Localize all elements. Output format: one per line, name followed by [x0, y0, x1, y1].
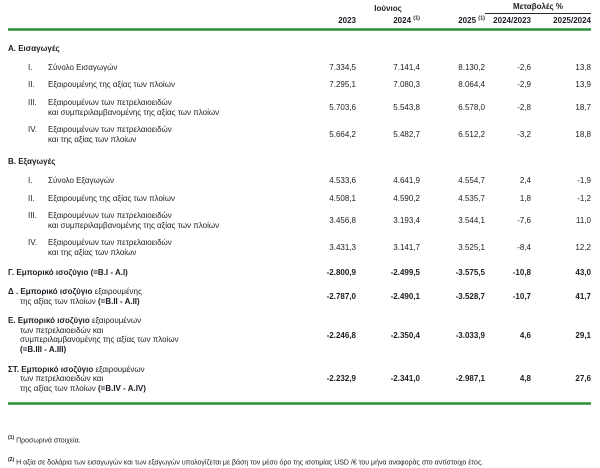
value-cell: -2.246,8: [326, 330, 356, 340]
label-segment: (=B.II - A.II): [97, 296, 140, 306]
footnote-ref-icon: (1): [8, 435, 15, 442]
label-segment: εξαιρουμένης: [94, 287, 142, 297]
value-cell: -2.350,4: [390, 330, 420, 340]
label-line: [48, 221, 294, 231]
label-segment: Εξαιρουμένης της αξίας των πλοίων: [48, 80, 175, 90]
label-segment: (=B.IV - A.IV): [97, 383, 146, 393]
header-col-2025: [420, 16, 485, 26]
value-cell: 7.141,4: [393, 62, 420, 72]
value-cell: -2.341,0: [390, 374, 420, 384]
label-line: [8, 365, 294, 375]
label-segment: (=B.III - A.III): [20, 345, 67, 355]
row-label-lines: [48, 194, 294, 204]
label-segment: των πετρελαιοειδών και: [20, 325, 104, 335]
footnote-text: Προσωρινά στοιχεία.: [14, 437, 81, 445]
value-cell: 4.533,6: [329, 175, 356, 185]
header-month-label: Ιούνιος: [374, 4, 402, 13]
table-row: [8, 194, 591, 204]
label-line: [48, 194, 294, 204]
table-row: [8, 211, 591, 230]
row-numeral: III.: [28, 211, 37, 221]
label-line: [8, 345, 294, 355]
value-cell: 13,8: [575, 62, 591, 72]
header-changes-label: Μεταβολές %: [485, 2, 591, 14]
row-label-lines: [48, 211, 294, 230]
value-cell: 5.703,6: [329, 102, 356, 112]
value-cell: -3,2: [517, 129, 531, 139]
row-label-lines: [48, 80, 294, 90]
label-segment: Εξαιρουμένων των πετρελαιοειδών: [48, 125, 172, 135]
value-cell: 8.064,4: [458, 80, 485, 90]
label-segment: των πετρελαιοειδών και: [20, 374, 104, 384]
row-label-lines: [8, 44, 591, 54]
value-cell: -2,8: [517, 102, 531, 112]
value-cell: 18,8: [575, 129, 591, 139]
table-body: [8, 44, 591, 393]
table-row: [8, 238, 591, 257]
row-label-lines: [8, 287, 294, 306]
value-cell: 18,7: [575, 102, 591, 112]
value-cell: 7.295,1: [329, 80, 356, 90]
row-label: [8, 125, 294, 144]
table-row: [8, 125, 591, 144]
row-numeral: II.: [28, 193, 35, 203]
value-cell: 6.512,2: [458, 129, 485, 139]
table-row: [8, 80, 591, 90]
footnote-ref-icon: (1): [478, 14, 485, 21]
value-cell: 6.578,0: [458, 102, 485, 112]
header-col-change1: 2024/2023: [493, 15, 531, 25]
value-cell: -2,9: [517, 80, 531, 90]
value-cell: 29,1: [575, 330, 591, 340]
row-label-lines: [8, 316, 294, 354]
row-numeral: IV.: [28, 238, 38, 248]
label-segment: Σύνολο Εξαγωγών: [48, 175, 114, 185]
value-cell: 3.431,3: [329, 243, 356, 253]
row-numeral: II.: [28, 80, 35, 90]
value-cell: -8,4: [517, 243, 531, 253]
table-row: [8, 63, 591, 73]
row-label: [8, 268, 294, 278]
row-label-lines: [48, 98, 294, 117]
label-segment: Εξαιρουμένων των πετρελαιοειδών: [48, 211, 172, 221]
row-label: [8, 194, 294, 204]
header-row-1: [8, 2, 591, 14]
value-cell: 4.508,1: [329, 193, 356, 203]
label-line: [48, 211, 294, 221]
footnote: [8, 457, 591, 468]
table-row: [8, 316, 591, 354]
value-cell: -2.787,0: [326, 291, 356, 301]
value-cell: 5.664,2: [329, 129, 356, 139]
value-cell: 3.193,4: [393, 215, 420, 225]
value-cell: -2.232,9: [326, 374, 356, 384]
label-segment: εξαιρουμένων: [95, 364, 145, 374]
label-segment: και της αξίας των πλοίων: [48, 134, 137, 144]
value-cell: 2,4: [519, 175, 531, 185]
row-label-lines: [48, 238, 294, 257]
value-cell: 5.482,7: [393, 129, 420, 139]
value-cell: -2.800,9: [326, 267, 356, 277]
header-row-2: [8, 16, 591, 26]
label-segment: Σύνολο Εισαγωγών: [48, 62, 118, 72]
table-header: [8, 2, 591, 31]
label-line: [48, 108, 294, 118]
row-label: [8, 365, 294, 394]
label-line: [8, 326, 294, 336]
header-rule: [8, 28, 591, 31]
value-cell: -7,6: [517, 215, 531, 225]
value-cell: -3.575,5: [455, 267, 485, 277]
value-cell: 1,8: [519, 193, 531, 203]
row-label-lines: [48, 63, 294, 73]
value-cell: 3.525,1: [458, 243, 485, 253]
value-cell: 4,8: [519, 374, 531, 384]
label-line: [8, 157, 591, 167]
value-cell: -1,2: [577, 193, 591, 203]
label-segment: και συμπεριλαμβανομένης της αξίας των πλοίων: [48, 107, 220, 117]
value-cell: 4.641,9: [393, 175, 420, 185]
table-row: [8, 365, 591, 394]
label-segment: ΣΤ. Εμπορικό ισοζύγιο: [8, 364, 96, 374]
year-label: 2025: [458, 15, 477, 25]
row-label: [8, 80, 294, 90]
value-cell: -2.490,1: [390, 291, 420, 301]
value-cell: -10,7: [512, 291, 531, 301]
label-line: [48, 176, 294, 186]
value-cell: 3.544,1: [458, 215, 485, 225]
label-segment: Α. Εισαγωγές: [8, 44, 60, 54]
value-cell: 41,7: [575, 291, 591, 301]
label-line: [8, 374, 294, 384]
label-segment: Ε. Εμπορικό ισοζύγιο: [8, 316, 92, 326]
row-label-lines: [8, 157, 591, 167]
row-label-lines: [48, 125, 294, 144]
label-line: [8, 268, 294, 278]
label-segment: Γ. Εμπορικό ισοζύγιο (=B.I - A.I): [8, 267, 128, 277]
label-segment: και της αξίας των πλοίων: [48, 247, 137, 257]
label-line: [48, 125, 294, 135]
label-segment: εξαιρουμένων: [91, 316, 142, 326]
row-numeral: I.: [28, 62, 33, 72]
table-row: [8, 287, 591, 306]
value-cell: -2.499,5: [390, 267, 420, 277]
row-numeral: IV.: [28, 125, 38, 135]
row-label: [8, 238, 294, 257]
label-segment: Εξαιρουμένης της αξίας των πλοίων: [48, 193, 175, 203]
label-line: [48, 248, 294, 258]
value-cell: 13,9: [575, 80, 591, 90]
value-cell: 4.554,7: [458, 175, 485, 185]
label-line: [48, 238, 294, 248]
row-label: [8, 176, 294, 186]
row-label: [8, 287, 294, 306]
value-cell: 43,0: [575, 267, 591, 277]
row-label: [8, 63, 294, 73]
value-cell: 4.535,7: [458, 193, 485, 203]
value-cell: 12,2: [575, 243, 591, 253]
value-cell: 3.141,7: [393, 243, 420, 253]
value-cell: 11,0: [576, 215, 591, 225]
label-segment: και συμπεριλαμβανομένης της αξίας των πλοίων: [48, 220, 220, 230]
value-cell: 5.543,8: [393, 102, 420, 112]
table-row: [8, 98, 591, 117]
label-segment: της αξίας των πλοίων: [20, 383, 98, 393]
row-label: [8, 44, 591, 54]
header-col-2024: [356, 16, 420, 26]
year-label: 2024: [393, 15, 412, 25]
header-col-2023: 2023: [338, 15, 356, 25]
table-row: [8, 176, 591, 186]
value-cell: 4,6: [519, 330, 531, 340]
label-segment: Β. Εξαγωγές: [8, 157, 56, 167]
value-cell: -3.033,9: [455, 330, 485, 340]
label-line: [48, 80, 294, 90]
label-line: [8, 316, 294, 326]
value-cell: 27,6: [575, 374, 591, 384]
value-cell: 7.334,5: [329, 62, 356, 72]
label-line: [8, 44, 591, 54]
label-segment: Εξαιρουμένων των πετρελαιοειδών: [48, 97, 172, 107]
value-cell: -2.987,1: [455, 374, 485, 384]
row-label: [8, 316, 294, 354]
label-line: [48, 135, 294, 145]
label-line: [48, 63, 294, 73]
label-line: [8, 384, 294, 394]
label-line: [8, 297, 294, 307]
label-segment: συμπεριλαμβανομένης της αξίας των πλοίων: [20, 335, 179, 345]
row-label: [8, 98, 294, 117]
row-label: [8, 157, 591, 167]
row-label-lines: [8, 365, 294, 394]
section-header-row: [8, 157, 591, 167]
label-segment: της αξίας των πλοίων: [20, 296, 98, 306]
header-col-change2: 2025/2024: [553, 15, 591, 25]
value-cell: -2,6: [517, 62, 531, 72]
value-cell: -1,9: [577, 175, 591, 185]
label-line: [8, 335, 294, 345]
footnote-ref-icon: (2): [8, 457, 15, 464]
footnotes: [8, 435, 591, 467]
value-cell: -3.528,7: [455, 291, 485, 301]
label-segment: Δ . Εμπορικό ισοζύγιο: [8, 287, 95, 297]
table-row: [8, 268, 591, 278]
value-cell: 3.456,8: [329, 215, 356, 225]
section-header-row: [8, 44, 591, 54]
row-numeral: I.: [28, 175, 33, 185]
value-cell: 8.130,2: [458, 62, 485, 72]
row-label: [8, 211, 294, 230]
row-label-lines: [8, 268, 294, 278]
row-numeral: III.: [28, 97, 37, 107]
label-line: [8, 287, 294, 297]
footnote-ref-icon: (1): [413, 14, 420, 21]
table-bottom-rule: [8, 402, 591, 405]
label-segment: Εξαιρουμένων των πετρελαιοειδών: [48, 238, 172, 248]
footnote: [8, 435, 591, 446]
value-cell: 4.590,2: [393, 193, 420, 203]
value-cell: 7.080,3: [393, 80, 420, 90]
footnote-text: Η αξία σε δολάρια των εισαγωγών και των εξαγωγών υπολογίζεται με βάση τον μέσο όρο της ισοτιμίας USD /€ του μήνα αναφοράς στο αντίστοιχο έτος.: [14, 459, 484, 467]
value-cell: -10,8: [512, 267, 531, 277]
label-line: [48, 98, 294, 108]
row-label-lines: [48, 176, 294, 186]
